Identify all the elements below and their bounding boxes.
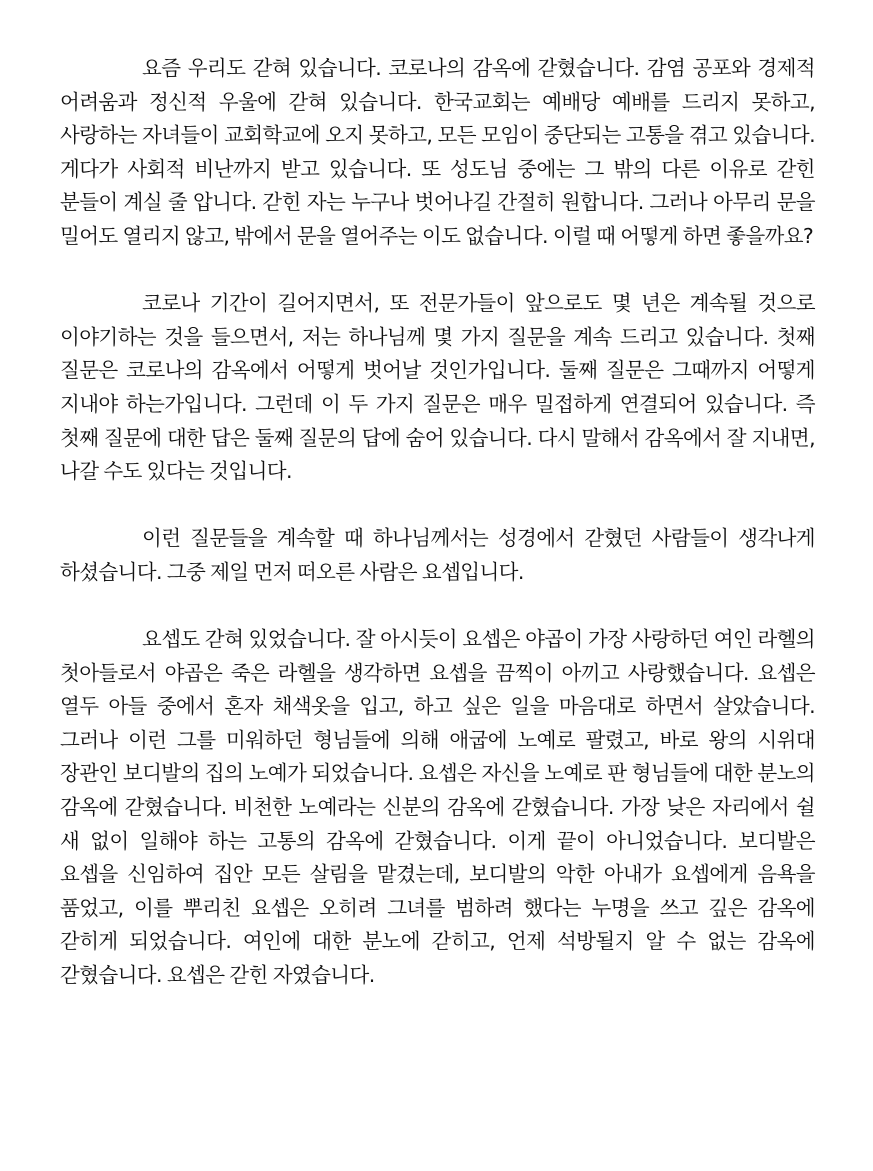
paragraph-4: 요셉도 갇혀 있었습니다. 잘 아시듯이 요셉은 야곱이 가장 사랑하던 여인 라헬의 첫아들로서 야곱은 죽은 라헬을 생각하면 요셉을 끔찍이 아끼고 사랑했습니다. 요셉은 열두 아들 중에서 혼자 채색옷을 입고, 하고 싶은 일을 마음대로 하면서 살았습니다. 그러나 이런 그를 미워하던 형님들에 의해 애굽에 노예로 팔렸고, 바로 왕의 시위대 장관인 보디발의 집의 노예가 되었습니다. 요셉은 자신을 노예로 판 형님들에 대한 분노의 감옥에 갇혔습니다. 비천한 노예라는 신분의 감옥에 갇혔습니다. 가장 낮은 자리에서 쉴 새 없이 일해야 하는 고통의 감옥에 갇혔습니다. 이게 끝이 아니었습니다. 보디발은 요셉을 신임하여 집안 모든 살림을 맡겼는데, 보디발의 악한 아내가 요셉에게 음욕을 품었고, 이를 뿌리친 요셉은 오히려 그녀를 범하려 했다는 누명을 쓰고 깊은 감옥에 갇히게 되었습니다. 여인에 대한 분노에 갇히고, 언제 석방될지 알 수 없는 감옥에 갇혔습니다. 요셉은 갇힌 자였습니다. [60,627,815,988]
document-page [60,52,815,993]
paragraph-2: 코로나 기간이 길어지면서, 또 전문가들이 앞으로도 몇 년은 계속될 것으로 이야기하는 것을 들으면서, 저는 하나님께 몇 가지 질문을 계속 드리고 있습니다. 첫째 질문은 코로나의 감옥에서 어떻게 벗어날 것인가입니다. 둘째 질문은 그때까지 어떻게 지내야 하는가입니다. 그런데 이 두 가지 질문은 매우 밀접하게 연결되어 있습니다. 즉 첫째 질문에 대한 답은 둘째 질문의 답에 숨어 있습니다. 다시 말해서 감옥에서 잘 지내면, 나갈 수도 있다는 것입니다. [60,291,815,484]
paragraph-3: 이런 질문들을 계속할 때 하나님께서는 성경에서 갇혔던 사람들이 생각나게 하셨습니다. 그중 제일 먼저 떠오른 사람은 요셉입니다. [60,526,815,584]
paragraph-1: 요즘 우리도 갇혀 있습니다. 코로나의 감옥에 갇혔습니다. 감염 공포와 경제적 어려움과 정신적 우울에 갇혀 있습니다. 한국교회는 예배당 예배를 드리지 못하고, 사랑하는 자녀들이 교회학교에 오지 못하고, 모든 모임이 중단되는 고통을 겪고 있습니다. 게다가 사회적 비난까지 받고 있습니다. 또 성도님 중에는 그 밖의 다른 이유로 갇힌 분들이 계실 줄 압니다. 갇힌 자는 누구나 벗어나길 간절히 원합니다. 그러나 아무리 문을 밀어도 열리지 않고, 밖에서 문을 열어주는 이도 없습니다. 이럴 때 어떻게 하면 좋을까요? [60,56,815,248]
